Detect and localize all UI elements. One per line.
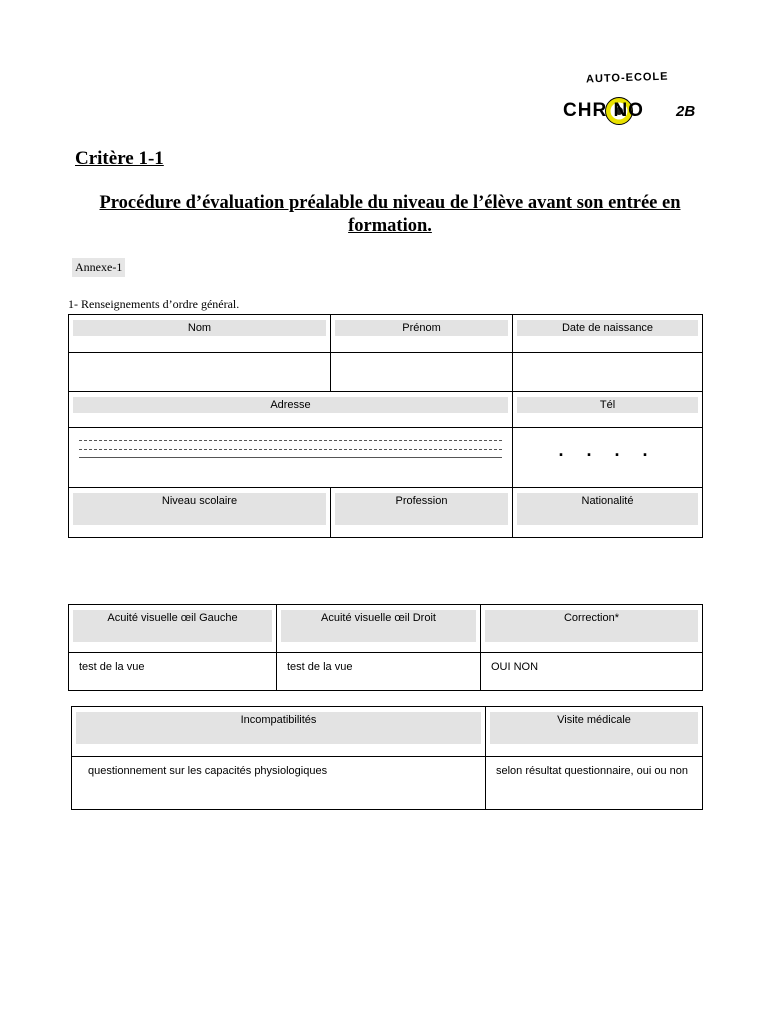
- header-prenom: Prénom: [335, 320, 508, 336]
- medical-table: [71, 706, 703, 810]
- header-nationalite: Nationalité: [517, 493, 698, 525]
- logo: [558, 70, 708, 132]
- logo-suffix: 2B: [676, 103, 696, 120]
- nom-field[interactable]: [69, 353, 331, 392]
- page-title: Critère 1-1: [75, 148, 164, 169]
- section-title: 1- Renseignements d’ordre général.: [68, 297, 240, 311]
- visite-medicale-value: selon résultat questionnaire, oui ou non: [496, 765, 689, 777]
- annexe-label: Annexe-1: [72, 258, 125, 277]
- page-subtitle: Procédure d’évaluation préalable du niveau de l’élève avant son entrée en formation.: [99, 193, 681, 236]
- header-nom: Nom: [73, 320, 326, 336]
- header-date-naissance: Date de naissance: [517, 320, 698, 336]
- header-correction: Correction*: [485, 610, 698, 642]
- logo-brand: CHR NO: [563, 100, 644, 121]
- acuite-droit-value: test de la vue: [287, 661, 353, 673]
- incompatibilites-value: questionnement sur les capacités physiologiques: [88, 765, 328, 777]
- header-visite-medicale: Visite médicale: [490, 712, 698, 744]
- tel-field[interactable]: [513, 428, 703, 488]
- header-acuite-gauche: Acuité visuelle œil Gauche: [73, 610, 272, 642]
- header-niveau-scolaire: Niveau scolaire: [73, 493, 326, 525]
- header-adresse: Adresse: [73, 397, 508, 413]
- date-naissance-field[interactable]: [513, 353, 703, 392]
- acuite-gauche-value: test de la vue: [79, 661, 145, 673]
- prenom-field[interactable]: [331, 353, 513, 392]
- logo-arc-text: AUTO-ECOLE: [585, 70, 669, 86]
- tel-value: . . . .: [558, 440, 657, 460]
- general-info-table: [68, 314, 703, 538]
- header-incompatibilites: Incompatibilités: [76, 712, 481, 744]
- header-acuite-droit: Acuité visuelle œil Droit: [281, 610, 476, 642]
- correction-value: OUI NON: [491, 661, 539, 673]
- adresse-field[interactable]: [69, 428, 513, 488]
- header-profession: Profession: [335, 493, 508, 525]
- header-tel: Tél: [517, 397, 698, 413]
- vision-table: [68, 604, 703, 691]
